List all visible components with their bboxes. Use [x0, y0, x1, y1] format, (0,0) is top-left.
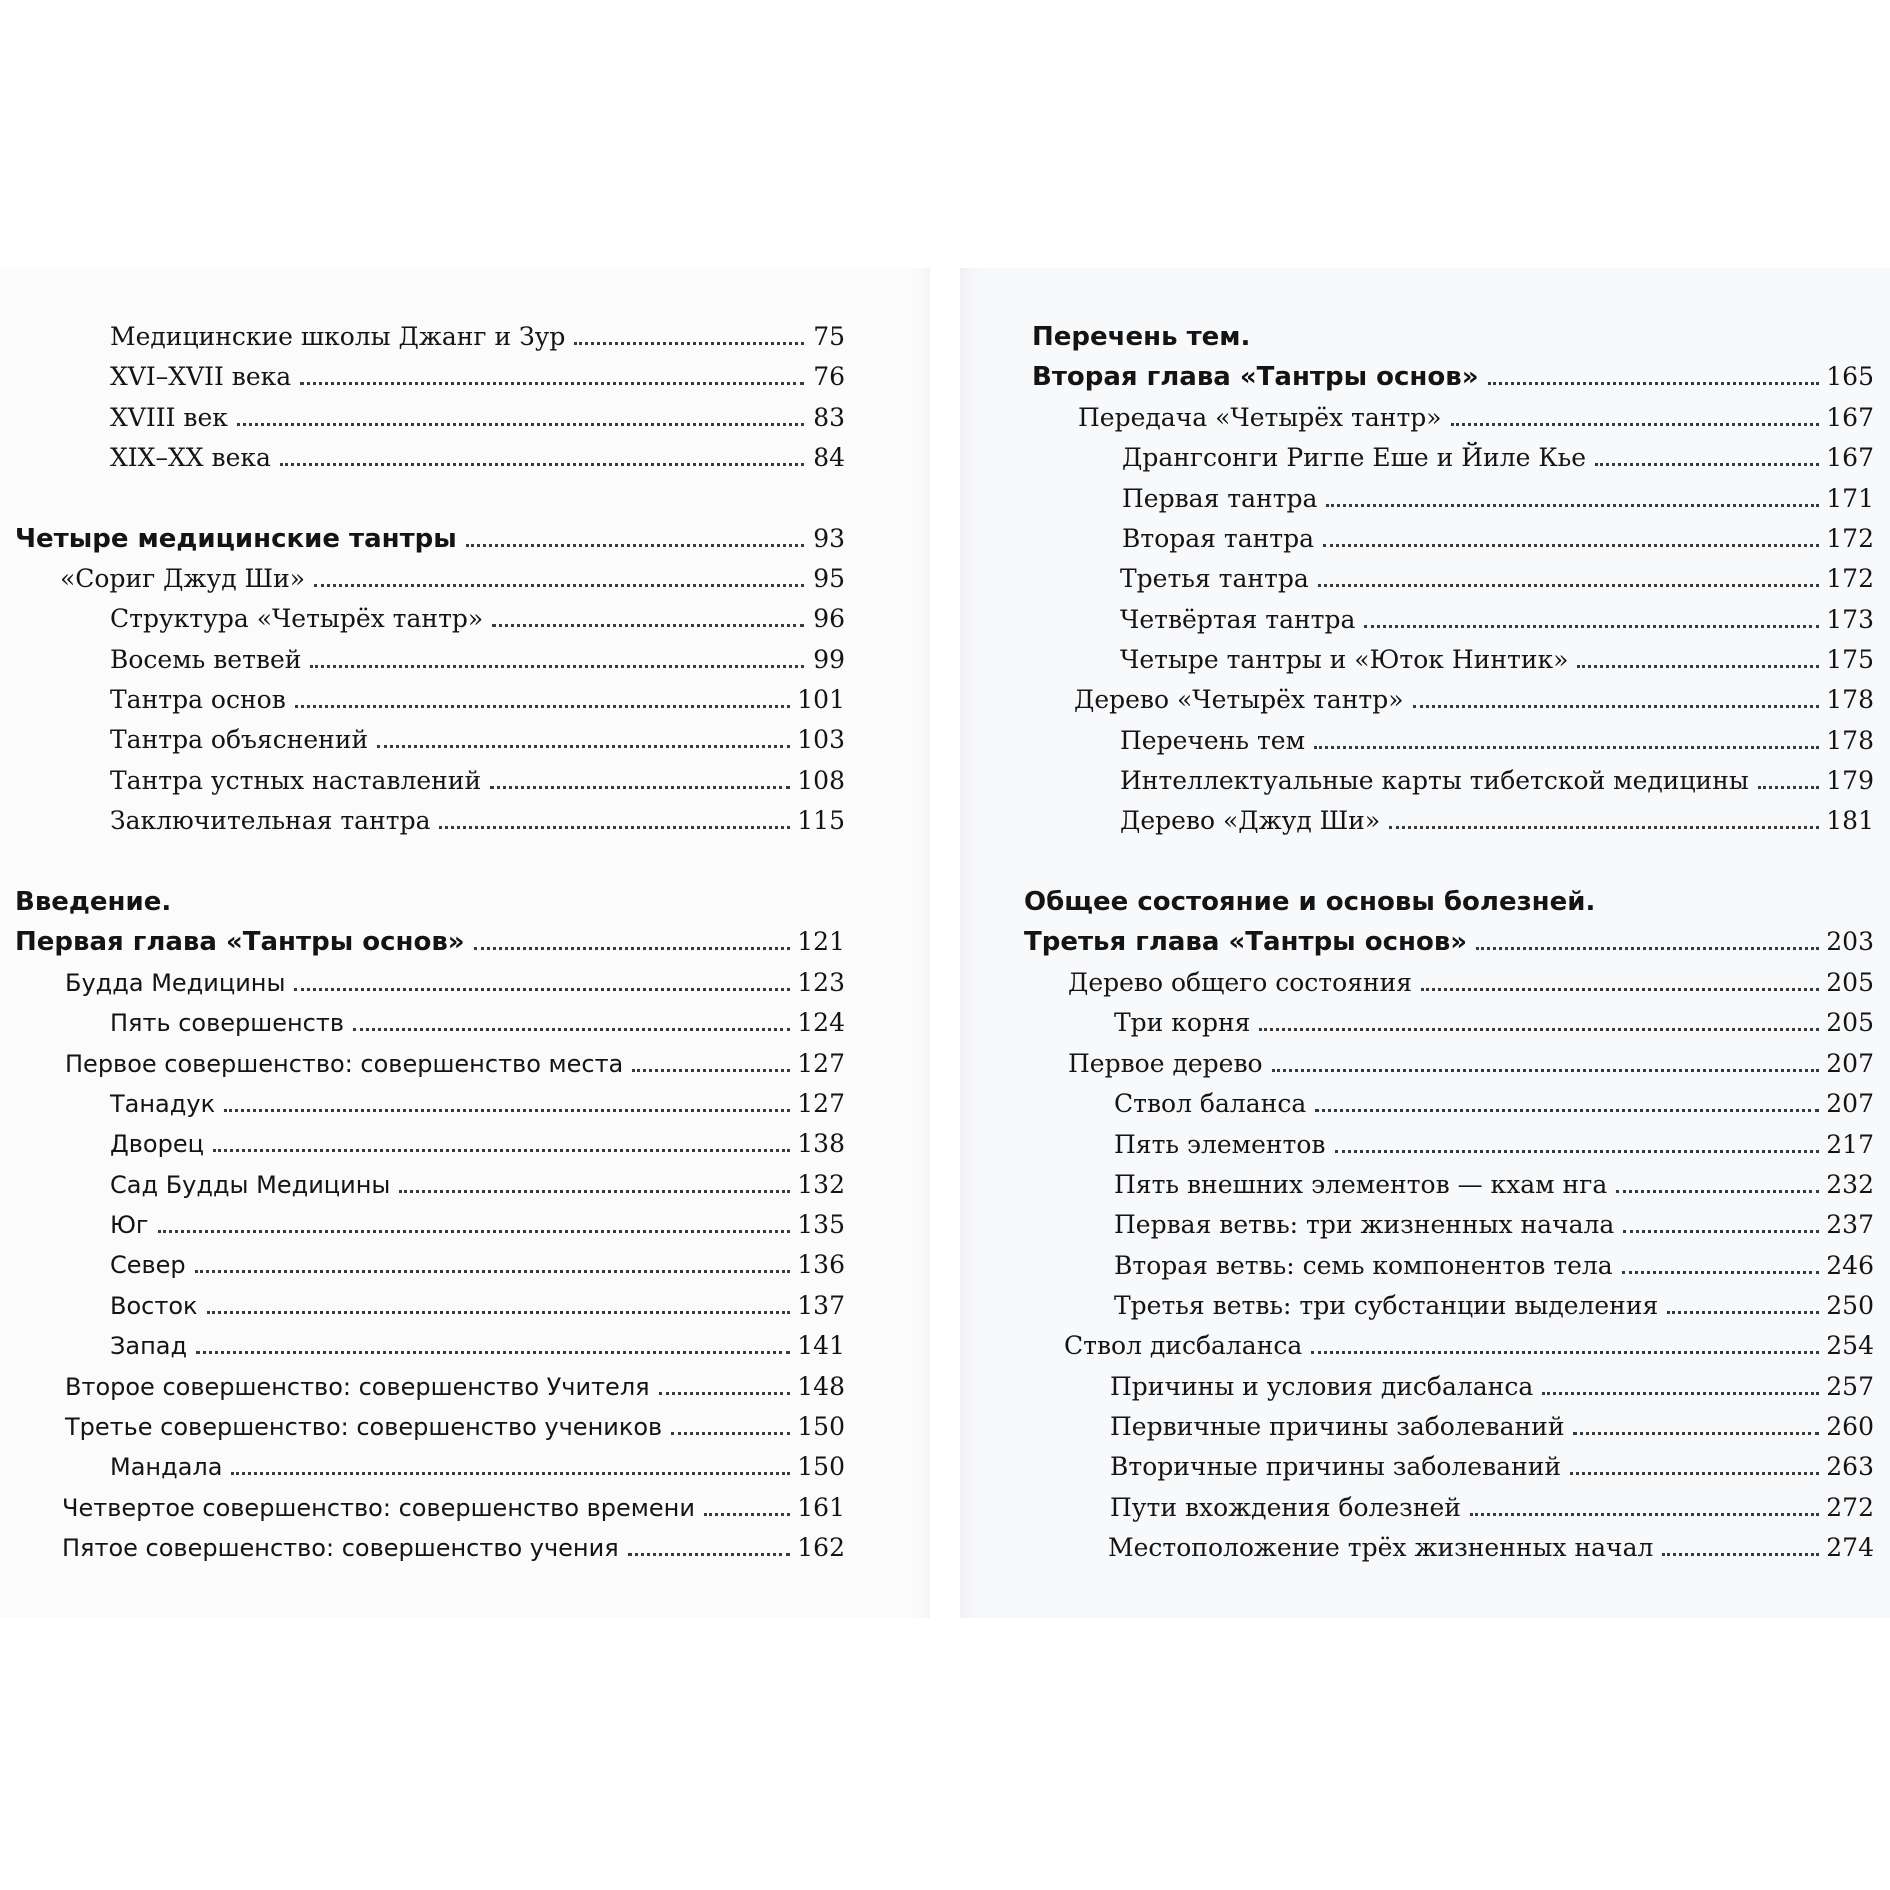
entry-page-number: 217 — [1826, 1130, 1874, 1159]
dot-leader — [439, 826, 790, 829]
toc-entry — [1114, 1080, 1874, 1120]
entry-page-number: 121 — [797, 927, 845, 956]
entry-title: Танадук — [110, 1090, 216, 1118]
toc-entry — [65, 959, 845, 999]
entry-page-number: 124 — [797, 1008, 845, 1037]
entry-title: Причины и условия дисбаланса — [1110, 1372, 1534, 1401]
toc-entry — [110, 394, 845, 434]
toc-entry — [1068, 959, 1874, 999]
dot-leader — [1622, 1271, 1820, 1274]
dot-leader — [1272, 1069, 1820, 1072]
entry-title: Первая тантра — [1122, 484, 1318, 513]
toc-entry — [1064, 1322, 1874, 1362]
entry-page-number: 205 — [1826, 968, 1874, 997]
entry-page-number: 96 — [813, 604, 845, 633]
toc-entry — [65, 1403, 845, 1443]
toc-entry — [1122, 434, 1874, 474]
entry-page-number: 179 — [1826, 766, 1874, 795]
toc-entry — [1108, 1524, 1874, 1564]
entry-page-number: 237 — [1826, 1210, 1874, 1239]
entry-page-number: 203 — [1826, 927, 1874, 956]
entry-page-number: 173 — [1826, 605, 1874, 634]
entry-title: Тантра устных наставлений — [110, 766, 482, 795]
dot-leader — [632, 1069, 790, 1072]
entry-page-number: 175 — [1826, 645, 1874, 674]
entry-title: Второе совершенство: совершенство Учителя — [65, 1373, 650, 1401]
entry-title: Запад — [110, 1332, 188, 1360]
dot-leader — [237, 423, 804, 426]
entry-page-number: 250 — [1826, 1291, 1874, 1320]
dot-leader — [1389, 826, 1819, 829]
toc-entry — [1122, 515, 1874, 555]
entry-page-number: 93 — [813, 524, 845, 553]
entry-title: Заключительная тантра — [110, 806, 431, 835]
entry-title: Передача «Четырёх тантр» — [1078, 403, 1442, 432]
entry-title: Третья тантра — [1120, 564, 1309, 593]
entry-title: Интеллектуальные карты тибетской медицины — [1120, 766, 1749, 795]
entry-title: Восемь ветвей — [110, 645, 302, 674]
toc-entry — [1110, 1403, 1874, 1443]
toc-part-heading — [15, 515, 845, 555]
entry-title: XVI–XVII века — [110, 362, 292, 391]
entry-title: Третье совершенство: совершенство учеников — [65, 1413, 663, 1441]
dot-leader — [1758, 786, 1820, 789]
entry-page-number: 103 — [797, 725, 845, 754]
entry-page-number: 167 — [1826, 443, 1874, 472]
entry-title: Четвёртая тантра — [1120, 605, 1356, 634]
dot-leader — [671, 1432, 790, 1435]
toc-entry — [110, 1080, 845, 1120]
dot-leader — [1570, 1472, 1819, 1475]
toc-entry — [1114, 1242, 1874, 1282]
entry-title: Местоположение трёх жизненных начал — [1108, 1533, 1654, 1562]
toc-entry — [1110, 1443, 1874, 1483]
dot-leader — [224, 1109, 790, 1112]
entry-page-number: 148 — [797, 1372, 845, 1401]
entry-page-number: 141 — [797, 1331, 845, 1360]
dot-leader — [1451, 423, 1820, 426]
entry-title: Четыре тантры и «Юток Нинтик» — [1120, 645, 1569, 674]
toc-entry — [110, 1282, 845, 1322]
entry-title: Дерево «Четырёх тантр» — [1074, 685, 1404, 714]
toc-entry — [1120, 596, 1874, 636]
dot-leader — [1573, 1432, 1819, 1435]
dot-leader — [399, 1190, 790, 1193]
dot-leader — [466, 544, 804, 547]
dot-leader — [1623, 1230, 1819, 1233]
dot-leader — [1662, 1553, 1819, 1556]
entry-title: «Сориг Джуд Ши» — [60, 564, 306, 593]
dot-leader — [1595, 463, 1819, 466]
entry-page-number: 205 — [1826, 1008, 1874, 1037]
entry-title: Север — [110, 1251, 186, 1279]
entry-title: Введение. — [15, 887, 172, 917]
entry-title: Структура «Четырёх тантр» — [110, 604, 484, 633]
dot-leader — [377, 745, 790, 748]
dot-leader — [1315, 1109, 1819, 1112]
entry-title: Первая ветвь: три жизненных начала — [1114, 1210, 1615, 1239]
toc-part-heading — [1024, 918, 1874, 958]
dot-leader — [490, 786, 790, 789]
toc-entry — [1114, 999, 1874, 1039]
toc-entry — [1114, 1201, 1874, 1241]
toc-entry — [62, 1524, 845, 1564]
entry-page-number: 132 — [797, 1170, 845, 1199]
entry-page-number: 232 — [1826, 1170, 1874, 1199]
entry-page-number: 260 — [1826, 1412, 1874, 1441]
dot-leader — [474, 947, 791, 950]
toc-entry — [65, 1040, 845, 1080]
entry-title: Ствол баланса — [1114, 1089, 1307, 1118]
dot-leader — [1326, 504, 1819, 507]
entry-title: Дерево общего состояния — [1068, 968, 1413, 997]
entry-title: XVIII век — [110, 403, 228, 432]
toc-entry — [65, 1363, 845, 1403]
entry-page-number: 181 — [1826, 806, 1874, 835]
toc-entry — [62, 1484, 845, 1524]
dot-leader — [1364, 625, 1819, 628]
toc-entry — [1110, 1363, 1874, 1403]
entry-title: Третья ветвь: три субстанции выделения — [1114, 1291, 1659, 1320]
dot-leader — [207, 1311, 791, 1314]
toc-entry — [110, 1201, 845, 1241]
toc-entry — [110, 1322, 845, 1362]
entry-page-number: 150 — [797, 1412, 845, 1441]
dot-leader — [1323, 544, 1819, 547]
toc-entry — [1078, 394, 1874, 434]
entry-title: Четыре медицинские тантры — [15, 524, 457, 554]
entry-page-number: 167 — [1826, 403, 1874, 432]
dot-leader — [310, 665, 804, 668]
dot-leader — [492, 624, 804, 627]
entry-title: Общее состояние и основы болезней. — [1024, 887, 1596, 917]
toc-entry — [110, 1120, 845, 1160]
entry-page-number: 161 — [797, 1493, 845, 1522]
dot-leader — [195, 1270, 791, 1273]
entry-title: Пятое совершенство: совершенство учения — [62, 1534, 619, 1562]
entry-page-number: 172 — [1826, 524, 1874, 553]
dot-leader — [1335, 1150, 1820, 1153]
entry-page-number: 84 — [813, 443, 845, 472]
dot-leader — [1577, 665, 1819, 668]
entry-page-number: 263 — [1826, 1452, 1874, 1481]
entry-title: Будда Медицины — [65, 969, 286, 997]
entry-page-number: 178 — [1826, 726, 1874, 755]
dot-leader — [213, 1149, 790, 1152]
toc-entry — [1114, 1121, 1874, 1161]
toc-part-heading — [15, 878, 845, 918]
entry-page-number: 178 — [1826, 685, 1874, 714]
dot-leader — [314, 584, 804, 587]
dot-leader — [196, 1351, 790, 1354]
toc-entry — [1120, 636, 1874, 676]
entry-page-number: 127 — [797, 1049, 845, 1078]
entry-page-number: 101 — [797, 685, 845, 714]
entry-page-number: 137 — [797, 1291, 845, 1320]
entry-title: Юг — [110, 1211, 149, 1239]
entry-page-number: 246 — [1826, 1251, 1874, 1280]
toc-entry — [110, 636, 845, 676]
entry-title: Пять элементов — [1114, 1130, 1326, 1159]
dot-leader — [1314, 746, 1819, 749]
entry-title: Перечень тем. — [1032, 322, 1251, 352]
toc-entry — [110, 1241, 845, 1281]
toc-entry — [110, 434, 845, 474]
entry-title: Первичные причины заболеваний — [1110, 1412, 1565, 1441]
entry-page-number: 172 — [1826, 564, 1874, 593]
entry-page-number: 123 — [797, 968, 845, 997]
entry-page-number: 138 — [797, 1129, 845, 1158]
entry-page-number: 162 — [797, 1533, 845, 1562]
entry-title: Пять совершенств — [110, 1009, 344, 1037]
dot-leader — [1667, 1311, 1819, 1314]
dot-leader — [280, 463, 804, 466]
entry-page-number: 272 — [1826, 1493, 1874, 1522]
dot-leader — [294, 988, 790, 991]
dot-leader — [1318, 584, 1820, 587]
dot-leader — [295, 705, 791, 708]
dot-leader — [1470, 1513, 1819, 1516]
dot-leader — [704, 1513, 790, 1516]
entry-page-number: 254 — [1826, 1331, 1874, 1360]
dot-leader — [1616, 1190, 1819, 1193]
entry-title: Тантра объяснений — [110, 725, 369, 754]
entry-title: Сад Будды Медицины — [110, 1171, 391, 1199]
entry-title: Вторая ветвь: семь компонентов тела — [1114, 1251, 1613, 1280]
entry-title: Первое совершенство: совершенство места — [65, 1050, 624, 1078]
toc-entry — [110, 716, 845, 756]
entry-page-number: 76 — [813, 362, 845, 391]
dot-leader — [659, 1392, 791, 1395]
toc-entry — [110, 313, 845, 353]
toc-entry — [110, 797, 845, 837]
entry-page-number: 207 — [1826, 1049, 1874, 1078]
toc-entry — [110, 353, 845, 393]
dot-leader — [1259, 1028, 1819, 1031]
entry-page-number: 99 — [813, 645, 845, 674]
entry-title: Ствол дисбаланса — [1064, 1331, 1303, 1360]
entry-title: Вторая глава «Тантры основ» — [1032, 362, 1479, 392]
entry-title: Первая глава «Тантры основ» — [15, 927, 465, 957]
toc-entry — [60, 555, 845, 595]
entry-page-number: 75 — [813, 322, 845, 351]
entry-page-number: 95 — [813, 564, 845, 593]
toc-entry — [110, 676, 845, 716]
entry-title: Дворец — [110, 1130, 204, 1158]
dot-leader — [1542, 1392, 1819, 1395]
toc-entry — [110, 595, 845, 635]
entry-page-number: 115 — [797, 806, 845, 835]
toc-part-heading — [1024, 878, 1874, 918]
dot-leader — [628, 1553, 791, 1556]
entry-page-number: 274 — [1826, 1533, 1874, 1562]
entry-page-number: 171 — [1826, 484, 1874, 513]
entry-title: Медицинские школы Джанг и Зур — [110, 322, 566, 351]
dot-leader — [1413, 705, 1820, 708]
toc-entry — [1122, 475, 1874, 515]
entry-title: Третья глава «Тантры основ» — [1024, 927, 1468, 957]
dot-leader — [1488, 382, 1820, 385]
entry-page-number: 83 — [813, 403, 845, 432]
dot-leader — [353, 1028, 790, 1031]
entry-page-number: 127 — [797, 1089, 845, 1118]
toc-entry — [110, 999, 845, 1039]
toc-part-heading — [1032, 313, 1874, 353]
dot-leader — [1476, 947, 1819, 950]
toc-entry — [1120, 797, 1874, 837]
toc-entry — [110, 1443, 845, 1483]
dot-leader — [231, 1472, 790, 1475]
entry-title: Восток — [110, 1292, 198, 1320]
toc-entry — [1120, 757, 1874, 797]
entry-page-number: 108 — [797, 766, 845, 795]
toc-entry — [1114, 1161, 1874, 1201]
toc-entry — [1120, 555, 1874, 595]
entry-title: Дрангсонги Ригпе Еше и Йиле Кье — [1122, 443, 1587, 472]
toc-entry — [110, 757, 845, 797]
entry-title: Дерево «Джуд Ши» — [1120, 806, 1381, 835]
dot-leader — [574, 342, 804, 345]
entry-title: Четвертое совершенство: совершенство времени — [62, 1494, 695, 1522]
dot-leader — [300, 382, 804, 385]
toc-entry — [110, 1161, 845, 1201]
entry-title: Пять внешних элементов — кхам нга — [1114, 1170, 1608, 1199]
dot-leader — [1311, 1351, 1819, 1354]
toc-entry — [1068, 1040, 1874, 1080]
dot-leader — [158, 1230, 791, 1233]
entry-page-number: 207 — [1826, 1089, 1874, 1118]
toc-entry — [1120, 717, 1874, 757]
entry-page-number: 135 — [797, 1210, 845, 1239]
dot-leader — [1421, 988, 1819, 991]
entry-page-number: 165 — [1826, 362, 1874, 391]
toc-entry — [1114, 1282, 1874, 1322]
entry-title: Первое дерево — [1068, 1049, 1263, 1078]
toc-part-heading — [1032, 353, 1874, 393]
entry-page-number: 136 — [797, 1250, 845, 1279]
entry-title: Перечень тем — [1120, 726, 1306, 755]
entry-page-number: 150 — [797, 1452, 845, 1481]
entry-title: Тантра основ — [110, 685, 286, 714]
entry-title: XIX–XX века — [110, 443, 271, 472]
entry-title: Мандала — [110, 1453, 223, 1481]
toc-entry — [1074, 676, 1874, 716]
entry-title: Пути вхождения болезней — [1110, 1493, 1461, 1522]
entry-page-number: 257 — [1826, 1372, 1874, 1401]
toc-part-heading — [15, 918, 845, 958]
entry-title: Вторая тантра — [1122, 524, 1315, 553]
entry-title: Три корня — [1114, 1008, 1251, 1037]
entry-title: Вторичные причины заболеваний — [1110, 1452, 1562, 1481]
toc-entry — [1110, 1484, 1874, 1524]
